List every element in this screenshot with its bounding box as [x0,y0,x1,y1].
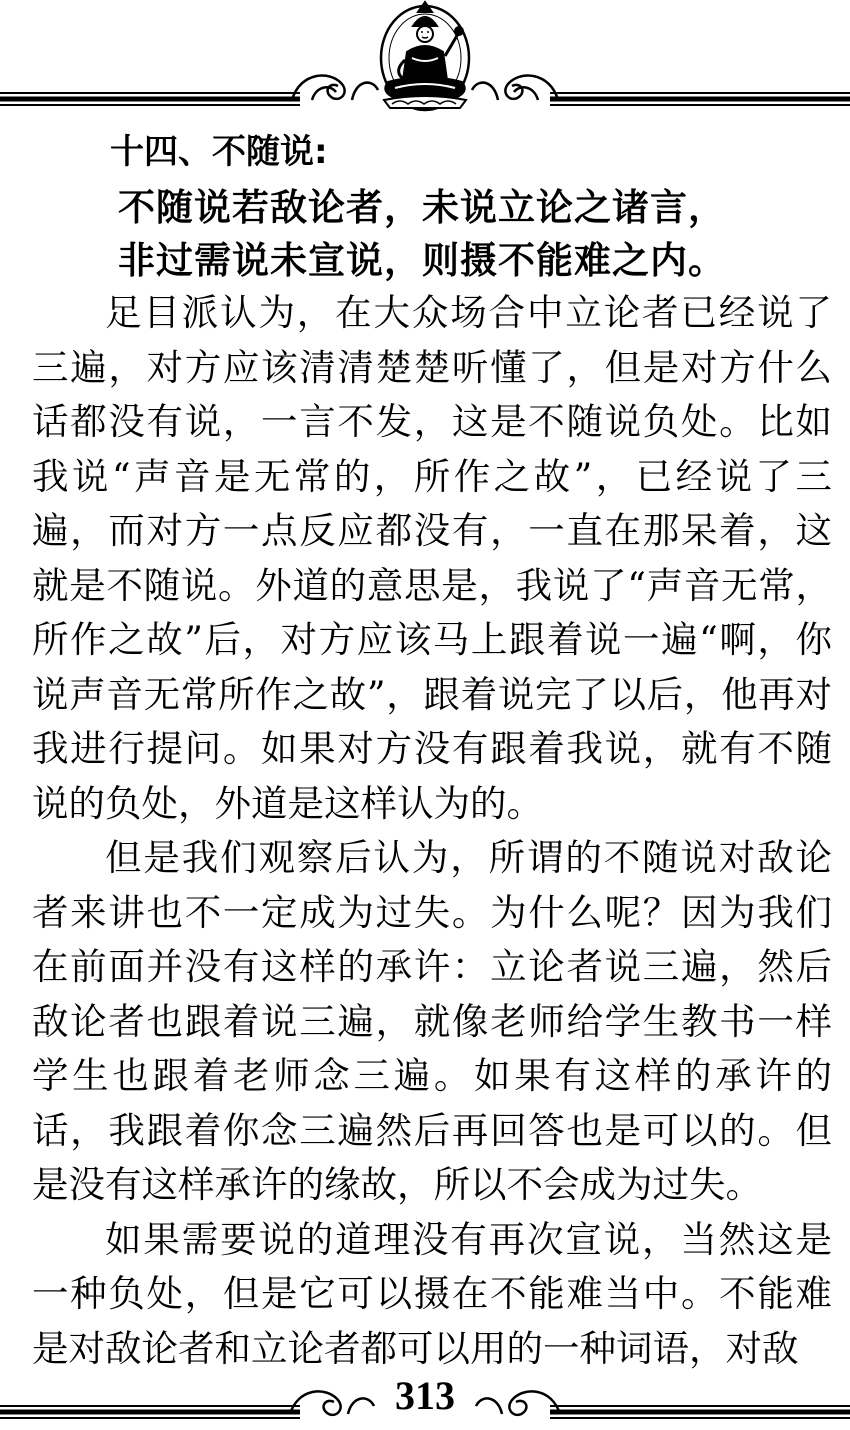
header-rule-right [550,93,850,105]
cloud-scroll-icon [472,76,558,100]
header-rule-left [0,93,300,105]
commentary-body [32,286,832,1376]
paragraph: 足目派认为，在大众场合中立论者已经说了三遍，对方应该清清楚楚听懂了，但是对方什么话都没有说，一言不发，这是不随说负处。比如我说“声音是无常的，所作之故”，已经说了三遍，而对方一点反应都没有，一直在那呆着，这就是不随说。外道的意思是，我说了“声音无常，所作之故”后，对方应该马上跟着说一遍“啊，你说声音无常所作之故”，跟着说完了以后，他再对我进行提问。如果对方没有跟着我说，就有不随说的负处，外道是这样认为的。 [32,291,832,825]
paragraph: 但是我们观察后认为，所谓的不随说对敌论者来讲也不一定成为过失。为什么呢？因为我们在前面并没有这样的承许：立论者说三遍，然后敌论者也跟着说三遍，就像老师给学生教书一样学生也跟着老师念三遍。如果有这样的承许的话，我跟着你念三遍然后再回答也是可以的。但是没有这样承许的缘故，所以不会成为过失。 [32,836,832,1206]
page-header-ornament [0,0,850,118]
verse-line-2: 非过需说未宣说，则摄不能难之内。 [118,239,726,282]
paragraph: 如果需要说的道理没有再次宣说，当然这是一种负处，但是它可以摄在不能难当中。不能难是对敌论者和立论者都可以用的一种词语，对敌 [32,1217,832,1370]
deity-figure-icon [381,2,469,110]
page-number: 313 [395,1373,455,1418]
verse-line-1: 不随说若敌论者，未说立论之诸言， [118,186,726,229]
cloud-scroll-icon [292,76,378,100]
section-title: 十四、不随说: [110,132,328,172]
